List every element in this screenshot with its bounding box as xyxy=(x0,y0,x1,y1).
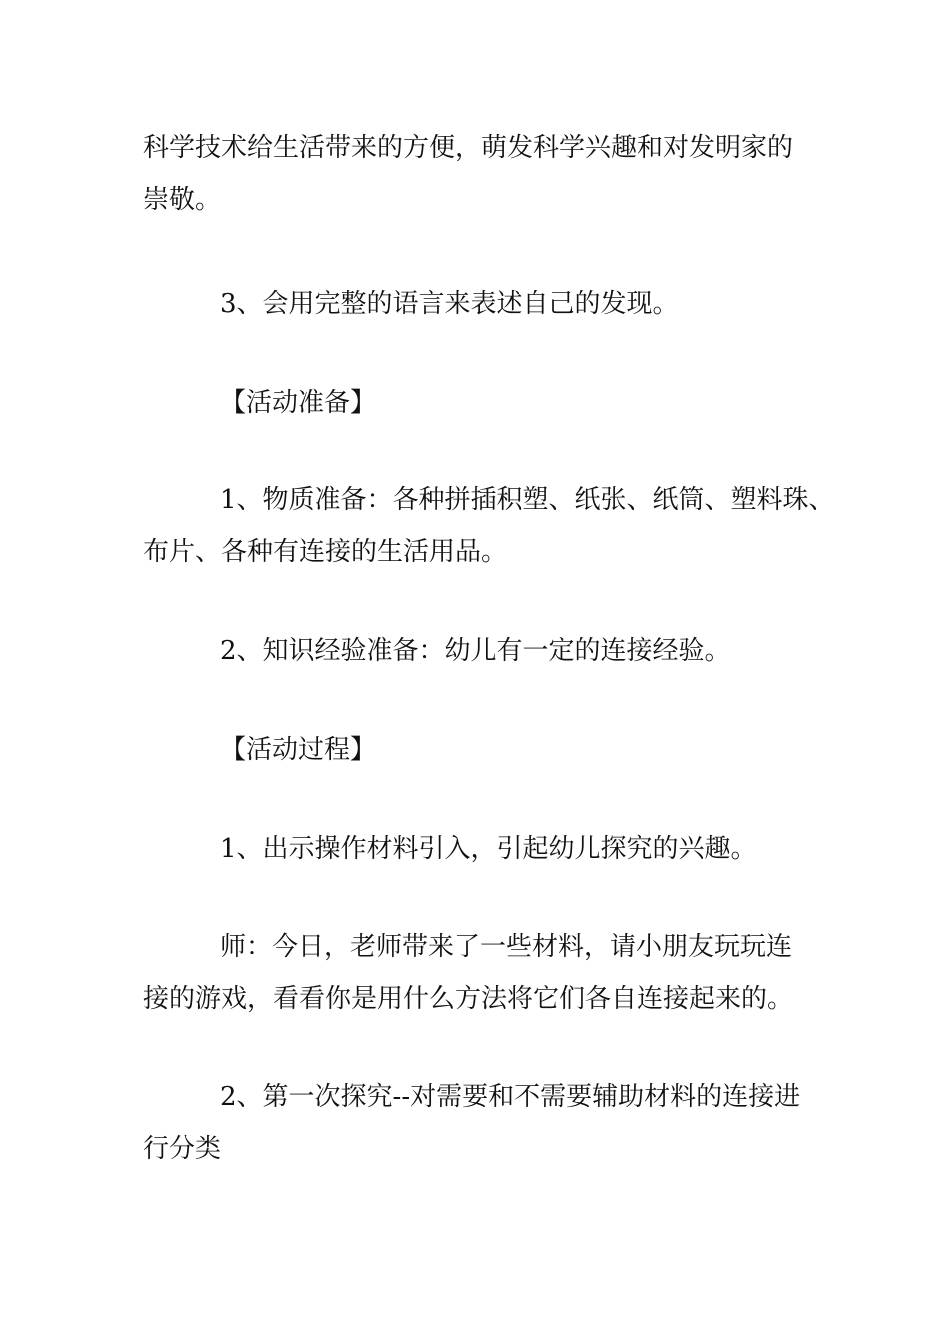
section-heading: 【活动过程】 xyxy=(220,735,377,765)
text-line: 1、物质准备：各种拼插积塑、纸张、纸筒、塑料珠、 xyxy=(220,485,835,515)
text-line: 崇敬。 xyxy=(143,185,222,215)
text-line: 布片、各种有连接的生活用品。 xyxy=(143,537,508,567)
text-line: 2、知识经验准备：幼儿有一定的连接经验。 xyxy=(220,636,731,666)
text-line: 2、第一次探究--对需要和不需要辅助材料的连接进 xyxy=(220,1082,801,1112)
section-heading: 【活动准备】 xyxy=(220,388,377,418)
text-line: 1、出示操作材料引入，引起幼儿探究的兴趣。 xyxy=(220,834,757,864)
text-line: 师：今日，老师带来了一些材料，请小朋友玩玩连 xyxy=(220,932,793,962)
text-line: 接的游戏，看看你是用什么方法将它们各自连接起来的。 xyxy=(143,984,794,1014)
text-line: 3、会用完整的语言来表述自己的发现。 xyxy=(220,289,679,319)
text-line: 行分类 xyxy=(143,1134,222,1164)
text-line: 科学技术给生活带来的方便，萌发科学兴趣和对发明家的 xyxy=(143,133,794,163)
